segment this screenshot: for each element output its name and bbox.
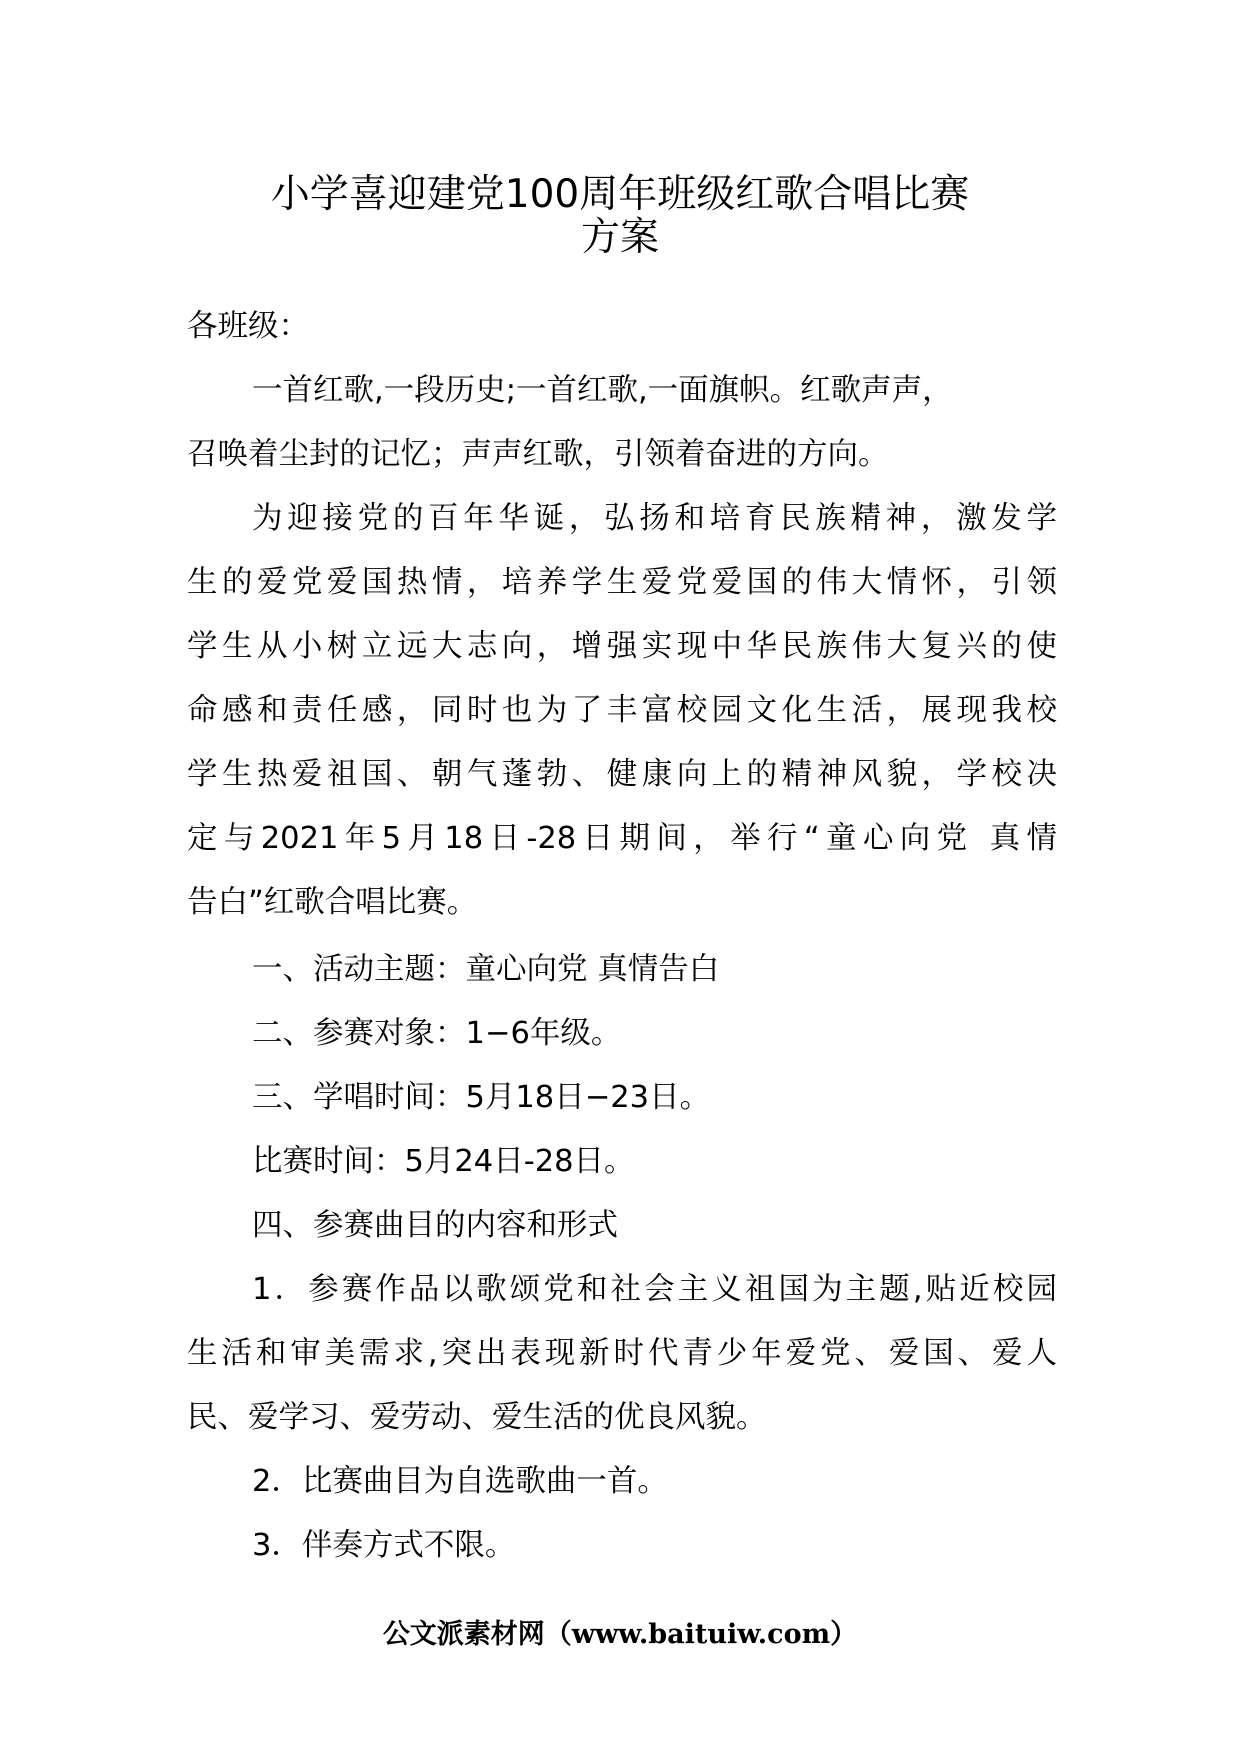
section-1-theme: 一、活动主题：童心向党 真情告白	[252, 952, 720, 987]
sub-item-1-line-2: 生活和审美需求,突出表现新时代青少年爱党、爱国、爱人	[187, 1336, 1057, 1371]
paragraph-1-line-1: 一首红歌,一段历史;一首红歌,一面旗帜。红歌声声，	[252, 373, 953, 408]
paragraph-2-line-4: 命感和责任感，同时也为了丰富校园文化生活，展现我校	[187, 693, 1057, 728]
paragraph-2-line-7: 告白”红歌合唱比赛。	[187, 885, 478, 920]
paragraph-2-line-2: 生的爱党爱国热情，培养学生爱党爱国的伟大情怀，引领	[187, 565, 1057, 600]
competition-time: 比赛时间：5月24日-28日。	[252, 1144, 635, 1179]
salutation: 各班级：	[187, 309, 309, 344]
document-title-line-1: 小学喜迎建党100周年班级红歌合唱比赛	[270, 172, 970, 217]
section-3-learning-time: 三、学唱时间：5月18日−23日。	[252, 1080, 711, 1115]
section-2-participants: 二、参赛对象：1−6年级。	[252, 1016, 622, 1051]
paragraph-1-line-2: 召唤着尘封的记忆；声声红歌，引领着奋进的方向。	[187, 437, 889, 472]
paragraph-2-line-5: 学生热爱祖国、朝气蓬勃、健康向上的精神风貌，学校决	[187, 757, 1057, 792]
paragraph-2-line-6: 定与2021年5月18日-28日期间，举行“童心向党 真情	[187, 821, 1057, 856]
paragraph-2-line-1: 为迎接党的百年华诞，弘扬和培育民族精神，激发学	[252, 501, 1057, 536]
sub-item-1-line-3: 民、爱学习、爱劳动、爱生活的优良风貌。	[187, 1400, 767, 1435]
sub-item-2: 2．比赛曲目为自选歌曲一首。	[252, 1464, 668, 1499]
paragraph-2-line-3: 学生从小树立远大志向，增强实现中华民族伟大复兴的使	[187, 629, 1057, 664]
section-4-heading: 四、参赛曲目的内容和形式	[252, 1208, 618, 1243]
document-title-line-2: 方案	[580, 215, 659, 260]
sub-item-1-line-1: 1．参赛作品以歌颂党和社会主义祖国为主题,贴近校园	[252, 1272, 1057, 1307]
footer-watermark: 公文派素材网（www.baituiw.com）	[382, 1619, 858, 1650]
sub-item-3: 3．伴奏方式不限。	[252, 1528, 516, 1563]
